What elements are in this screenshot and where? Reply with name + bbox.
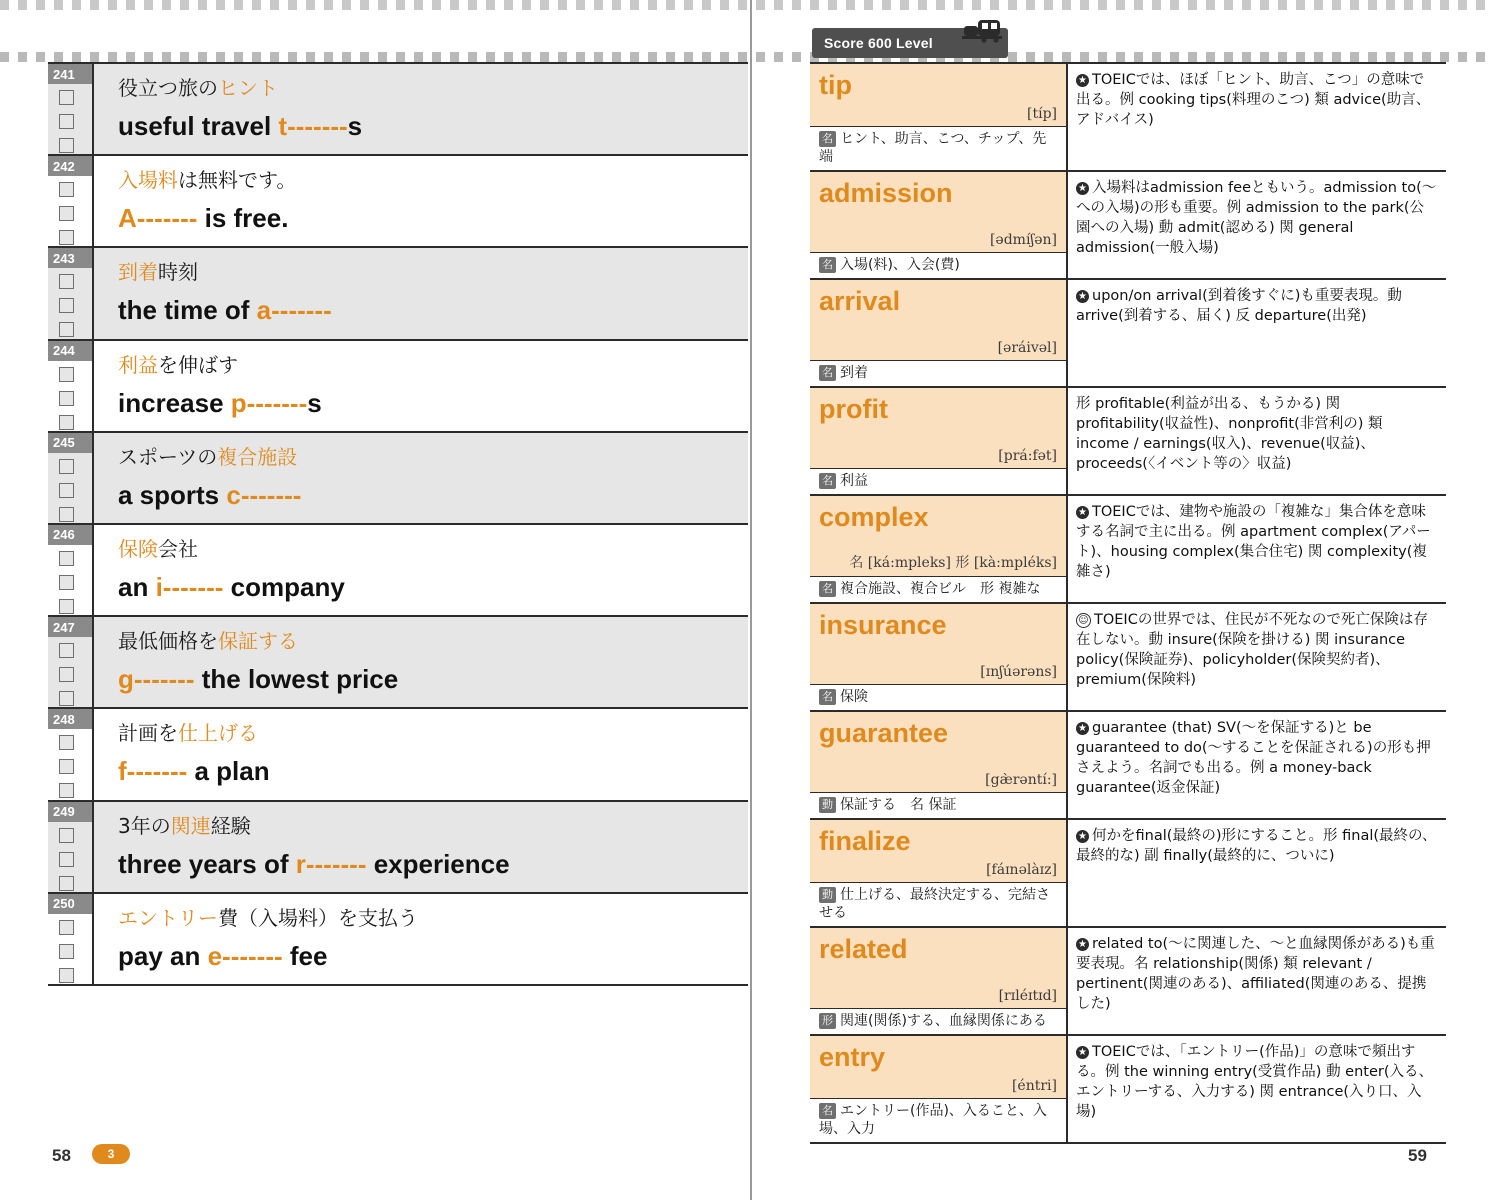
answer-row (810, 388, 1446, 496)
jp-suffix: 費（入場料）を支払う (218, 905, 418, 930)
checkbox[interactable] (59, 944, 74, 959)
japanese-phrase (118, 353, 738, 378)
answer-word-cell (810, 712, 1068, 818)
en-blank: p------- (230, 387, 308, 418)
japanese-phrase (118, 445, 738, 470)
page-number-right: 59 (1408, 1146, 1427, 1165)
question-row[interactable] (48, 709, 748, 801)
en-suffix: experience (366, 848, 510, 879)
jp-highlight: 複合施設 (217, 444, 298, 469)
jp-highlight: エントリー (118, 905, 218, 930)
question-number: 246 (48, 525, 92, 545)
answer-word-cell (810, 64, 1068, 170)
part-of-speech: 名 (819, 473, 836, 489)
score-level-tab (812, 28, 1008, 58)
word-meaning (810, 360, 1066, 386)
japanese-phrase (118, 537, 738, 562)
checkbox-group[interactable] (59, 459, 74, 522)
checkbox[interactable] (59, 575, 74, 590)
question-number: 244 (48, 341, 92, 361)
jp-suffix: を伸ばす (158, 352, 238, 377)
question-number-column (48, 156, 94, 246)
checkbox-group[interactable] (59, 367, 74, 430)
answer-word: complex (819, 502, 929, 532)
checkbox[interactable] (59, 828, 74, 843)
en-blank: e------- (207, 940, 283, 971)
answer-word-cell (810, 820, 1068, 926)
word-meaning (810, 576, 1066, 602)
jp-suffix: 経験 (210, 813, 251, 838)
answer-word: arrival (819, 286, 901, 316)
meaning-text: 複合施設、複合ビル 形 複雑な (840, 580, 1041, 597)
word-meaning (810, 792, 1066, 818)
checkbox-group[interactable] (59, 90, 74, 153)
question-row[interactable] (48, 617, 748, 709)
question-cell (94, 617, 748, 707)
japanese-phrase (118, 629, 738, 654)
note-text: TOEICでは、ほぼ「ヒント、助言、こつ」の意味で出る。例 cooking tips(料理のこつ) 類 advice(助言、アドバイス) (1076, 72, 1431, 128)
note-marker-icon: ★ (1076, 74, 1089, 87)
jp-suffix: 会社 (158, 536, 198, 561)
answer-word: insurance (819, 610, 947, 640)
answer-row (810, 62, 1446, 172)
phonetic: [gæ̀rəntí:] (985, 771, 1057, 788)
meaning-text: 関連(関係)する、血縁関係にある (840, 1012, 1047, 1029)
checkbox-group[interactable] (59, 643, 74, 706)
checkbox[interactable] (59, 920, 74, 935)
english-phrase (118, 295, 738, 326)
phonetic: [prá:fət] (998, 447, 1057, 464)
note-text: TOEICの世界では、住民が不死なので死亡保険は存在しない。動 insure(保険を掛ける) 関 insurance policy(保険証券)、policyholder(保険契約者)、premium(保険料) (1076, 612, 1428, 688)
checkbox[interactable] (59, 852, 74, 867)
en-blank: A------- (118, 203, 198, 234)
checkbox[interactable] (59, 507, 74, 522)
jp-suffix: 時刻 (158, 260, 198, 285)
english-phrase (118, 203, 738, 234)
en-prefix: pay an (118, 940, 208, 971)
audio-track-number: 3 (107, 1147, 115, 1161)
jp-highlight: 保証する (218, 629, 298, 654)
question-row[interactable] (48, 894, 748, 986)
answer-word: tip (819, 70, 852, 100)
word-meaning (810, 684, 1066, 710)
question-cell (94, 64, 748, 154)
meaning-text: 到着 (840, 364, 868, 381)
question-cell (94, 433, 748, 523)
jp-highlight: 仕上げる (178, 721, 258, 746)
jp-highlight: 利益 (118, 352, 158, 377)
question-row[interactable] (48, 802, 748, 894)
checkbox-group[interactable] (59, 551, 74, 614)
checkbox[interactable] (59, 968, 74, 983)
english-phrase (118, 941, 738, 972)
meaning-text: 仕上げる、最終決定する、完結させる (819, 886, 1050, 921)
checkbox[interactable] (59, 114, 74, 129)
checkbox-group[interactable] (59, 182, 74, 245)
note-marker-icon: ★ (1076, 182, 1089, 195)
checkbox[interactable] (59, 367, 74, 382)
jp-suffix: は無料です。 (178, 168, 297, 193)
note-marker-icon: ★ (1076, 830, 1089, 843)
checkbox[interactable] (59, 599, 74, 614)
question-cell (94, 802, 748, 892)
answer-row (810, 928, 1446, 1036)
en-prefix: a sports (118, 479, 227, 510)
question-number: 250 (48, 894, 92, 914)
en-blank: c------- (226, 479, 302, 510)
english-phrase (118, 111, 738, 142)
question-number-column (48, 617, 94, 707)
smiley-icon: ☺ (1076, 613, 1091, 628)
answer-note-cell (1068, 820, 1446, 926)
word-meaning (810, 252, 1066, 278)
score-level-label: Score 600 Level (824, 35, 933, 51)
en-suffix: s (307, 387, 322, 418)
note-text: 形 profitable(利益が出る、もうかる) 関 profitability(収益性)、nonprofit(非営利の) 類 income / earnings(収入)、revenue(収益)、proceeds(〈イベント等の〉収益) (1076, 396, 1383, 472)
en-prefix: three years of (118, 848, 296, 879)
question-cell (94, 248, 748, 338)
phonetic: 名 [ká:mpleks] 形 [kà:mpléks] (849, 554, 1057, 571)
question-number: 248 (48, 709, 92, 729)
checkbox[interactable] (59, 415, 74, 430)
jp-highlight: 入場料 (118, 168, 178, 193)
answer-note-cell (1068, 496, 1446, 602)
question-number-column (48, 525, 94, 615)
question-number-column (48, 894, 94, 984)
answer-note-cell (1068, 388, 1446, 494)
english-phrase (118, 480, 738, 511)
answer-note-cell (1068, 928, 1446, 1034)
checkbox[interactable] (59, 691, 74, 706)
question-number-column (48, 341, 94, 431)
part-of-speech: 動 (819, 797, 836, 813)
answer-row (810, 820, 1446, 928)
japanese-phrase (118, 168, 738, 193)
part-of-speech: 形 (819, 1013, 836, 1029)
answer-row (810, 496, 1446, 604)
question-number-column (48, 248, 94, 338)
answer-row (810, 604, 1446, 712)
question-cell (94, 525, 748, 615)
part-of-speech: 名 (819, 257, 836, 273)
answer-note-cell (1068, 712, 1446, 818)
answer-word-cell (810, 172, 1068, 278)
english-phrase (118, 572, 738, 603)
answer-word-cell (810, 1036, 1068, 1142)
checkbox[interactable] (59, 735, 74, 750)
note-text: TOEICでは、「エントリー(作品)」の意味で頻出する。例 the winning entry(受賞作品) 動 enter(入る、エントリーする、入力する) 関 entrance(入り口、入場) (1076, 1044, 1434, 1120)
answer-word: finalize (819, 826, 911, 856)
english-phrase (118, 388, 738, 419)
question-cell (94, 894, 748, 984)
word-meaning (810, 468, 1066, 494)
phonetic: [ɪnʃúərəns] (980, 663, 1057, 680)
en-prefix: useful travel (118, 111, 279, 141)
en-prefix: an (118, 571, 156, 602)
answer-word: admission (819, 178, 953, 208)
en-blank: r------- (295, 848, 367, 879)
phonetic: [ədmíʃən] (989, 231, 1057, 248)
page-gutter (750, 0, 752, 1200)
answer-note-cell (1068, 64, 1446, 170)
meaning-text: エントリー(作品)、入ること、入場、入力 (819, 1102, 1047, 1137)
answer-note-cell (1068, 604, 1446, 710)
en-blank: t------- (278, 111, 348, 141)
answer-word-cell (810, 496, 1068, 602)
right-page-answer-list (810, 62, 1446, 1144)
checkbox-group[interactable] (59, 828, 74, 891)
answer-word-cell (810, 604, 1068, 710)
answer-note-cell (1068, 280, 1446, 386)
checkbox[interactable] (59, 459, 74, 474)
part-of-speech: 名 (819, 131, 836, 147)
audio-track-badge (92, 1144, 130, 1164)
question-row[interactable] (48, 248, 748, 340)
answer-row (810, 712, 1446, 820)
japanese-phrase (118, 814, 738, 839)
answer-row (810, 280, 1446, 388)
question-number-column (48, 709, 94, 799)
left-page-question-list (48, 62, 748, 986)
japanese-phrase (118, 76, 738, 101)
question-number-column (48, 433, 94, 523)
answer-word-cell (810, 388, 1068, 494)
checkbox[interactable] (59, 90, 74, 105)
question-number: 242 (48, 156, 92, 176)
page-number-left: 58 (52, 1146, 71, 1165)
checkbox[interactable] (59, 643, 74, 658)
checkbox[interactable] (59, 759, 74, 774)
en-blank: g------- (118, 664, 195, 695)
note-text: 入場料はadmission feeともいう。admission to(〜への入場)の形も重要。例 admission to the park(公園への入場) 動 admit(認める) 関 general admission(一般入場) (1076, 180, 1437, 256)
english-phrase (118, 664, 738, 695)
question-row[interactable] (48, 525, 748, 617)
checkbox[interactable] (59, 667, 74, 682)
checkbox[interactable] (59, 206, 74, 221)
checkbox-group[interactable] (59, 735, 74, 798)
jp-highlight: 到着 (118, 260, 158, 285)
note-marker-icon: ★ (1076, 938, 1089, 951)
note-marker-icon: ★ (1076, 290, 1089, 303)
word-meaning (810, 1098, 1066, 1142)
en-suffix: a plan (187, 756, 270, 787)
question-row[interactable] (48, 341, 748, 433)
word-meaning (810, 1008, 1066, 1034)
perforation-top (0, 0, 1492, 10)
meaning-text: 利益 (840, 472, 868, 489)
note-text: 何かをfinal(最終の)形にすること。形 final(最終の、最終的な) 副 finally(最終的に、ついに) (1076, 828, 1437, 864)
en-blank: f------- (118, 756, 188, 787)
question-cell (94, 709, 748, 799)
phonetic: [típ] (1027, 105, 1057, 122)
part-of-speech: 名 (819, 689, 836, 705)
answer-word-cell (810, 280, 1068, 386)
question-number: 245 (48, 433, 92, 453)
jp-highlight: ヒント (218, 76, 278, 100)
en-suffix: company (223, 571, 345, 602)
note-text: related to(〜に関連した、〜と血縁関係がある)も重要表現。名 relationship(関係) 類 relevant / pertinent(関連のある)、affiliated(関連のある、提携した) (1076, 936, 1435, 1012)
checkbox[interactable] (59, 138, 74, 153)
en-prefix: the time of (118, 295, 257, 326)
jp-highlight: 関連 (170, 813, 211, 838)
en-suffix: s (347, 111, 363, 141)
answer-row (810, 172, 1446, 280)
question-cell (94, 156, 748, 246)
part-of-speech: 名 (819, 1103, 836, 1119)
japanese-phrase (118, 260, 738, 285)
note-marker-icon: ★ (1076, 722, 1089, 735)
jp-prefix: 計画を (118, 721, 178, 746)
word-meaning (810, 126, 1066, 170)
note-text: TOEICでは、建物や施設の「複雑な」集合体を意味する名詞で主に出る。例 apartment complex(アパート)、housing complex(集合住宅) 関 complexity(複雑さ) (1076, 504, 1431, 580)
note-text: guarantee (that) SV(〜を保証する)と be guaranteed to do(〜することを保証される)の形も押さえよう。名詞でも出る。例 a money-back guarantee(返金保証) (1076, 720, 1431, 796)
question-number-column (48, 64, 94, 154)
checkbox[interactable] (59, 182, 74, 197)
checkbox[interactable] (59, 230, 74, 245)
jp-prefix: 最低価格を (118, 629, 218, 654)
checkbox[interactable] (59, 551, 74, 566)
jp-prefix: スポーツの (118, 444, 218, 469)
checkbox[interactable] (59, 274, 74, 289)
checkbox[interactable] (59, 391, 74, 406)
answer-word: guarantee (819, 718, 949, 748)
answer-word: profit (819, 394, 888, 424)
phonetic: [rɪléɪtɪd] (998, 987, 1057, 1004)
question-number: 249 (48, 802, 92, 822)
phonetic: [fáɪnəlàɪz] (986, 861, 1057, 878)
question-number: 247 (48, 617, 92, 637)
note-marker-icon: ★ (1076, 1046, 1089, 1059)
part-of-speech: 動 (819, 887, 836, 903)
word-meaning (810, 882, 1066, 926)
japanese-phrase (118, 906, 738, 931)
note-text: upon/on arrival(到着後すぐに)も重要表現。動 arrive(到着する、届く) 反 departure(出発) (1076, 288, 1402, 324)
part-of-speech: 名 (819, 581, 836, 597)
perforation-strip (0, 52, 1492, 62)
jp-highlight: 保険 (118, 536, 158, 561)
checkbox[interactable] (59, 322, 74, 337)
question-row[interactable] (48, 433, 748, 525)
phonetic: [éntri] (1011, 1077, 1057, 1094)
en-prefix: increase (118, 387, 231, 418)
train-icon (960, 10, 1006, 44)
answer-note-cell (1068, 172, 1446, 278)
note-marker-icon: ★ (1076, 506, 1089, 519)
answer-note-cell (1068, 1036, 1446, 1142)
question-row[interactable] (48, 62, 748, 156)
question-number-column (48, 802, 94, 892)
meaning-text: 保険 (840, 688, 868, 705)
en-blank: a------- (256, 295, 332, 326)
checkbox-group[interactable] (59, 274, 74, 337)
answer-word-cell (810, 928, 1068, 1034)
en-blank: i------- (155, 571, 224, 602)
en-suffix: fee (282, 940, 328, 971)
english-phrase (118, 849, 738, 880)
checkbox[interactable] (59, 483, 74, 498)
meaning-text: ヒント、助言、こつ、チップ、先端 (819, 130, 1047, 165)
checkbox[interactable] (59, 783, 74, 798)
checkbox[interactable] (59, 298, 74, 313)
question-number: 243 (48, 248, 92, 268)
answer-row (810, 1036, 1446, 1144)
answer-word: related (819, 934, 908, 964)
part-of-speech: 名 (819, 365, 836, 381)
english-phrase (118, 756, 738, 787)
japanese-phrase (118, 721, 738, 746)
meaning-text: 入場(料)、入会(費) (840, 256, 960, 273)
checkbox-group[interactable] (59, 920, 74, 983)
meaning-text: 保証する 名 保証 (840, 796, 957, 813)
checkbox[interactable] (59, 876, 74, 891)
en-suffix: the lowest price (194, 664, 399, 695)
question-cell (94, 341, 748, 431)
en-suffix: is free. (197, 203, 289, 234)
phonetic: [əráivəl] (997, 339, 1057, 356)
jp-prefix: 役立つ旅の (118, 76, 218, 100)
jp-prefix: 3年の (118, 813, 171, 838)
question-row[interactable] (48, 156, 748, 248)
question-number: 241 (48, 64, 92, 84)
answer-word: entry (819, 1042, 886, 1072)
